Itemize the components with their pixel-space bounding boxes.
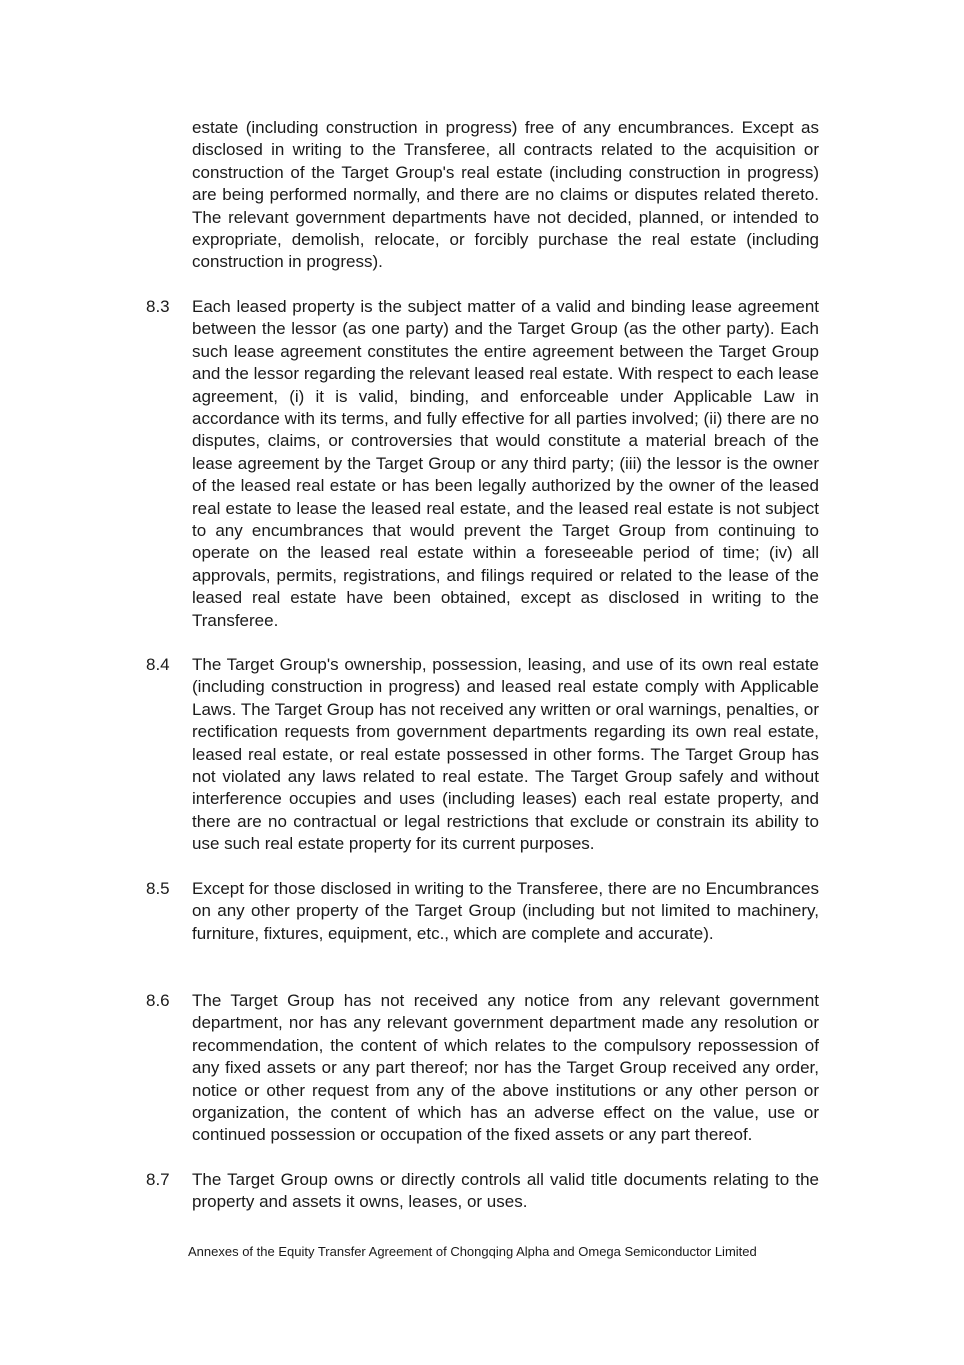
clause-text: The Target Group's ownership, possession, leasing, and use of its own real estate (including construction in progress) and leased real estate comply with Applicable Laws. The Target Group has not received any written or oral warnings, penalties, or rectification requests from government departments regarding its own real estate, leased real estate, or real estate possessed in other forms. The Target Group has not violated any laws related to real estate. The Target Group safely and without interference occupies and uses (including leases) each real estate property, and there are no contractual or legal restrictions that exclude or constrain its ability to use such real estate property for its current purposes.: [192, 655, 819, 854]
clause-8-3: [146, 296, 819, 632]
clause-text: Except for those disclosed in writing to the Transferee, there are no Encumbrances on any other property of the Target Group (including but not limited to machinery, furniture, fixtures, equipment, etc., which are complete and accurate).: [192, 879, 819, 943]
continuation-paragraph: estate (including construction in progress) free of any encumbrances. Except as disclosed in writing to the Transferee, all contracts related to the acquisition or construction of the Target Group's real estate (including construction in progress) are being performed normally, and there are no claims or disputes related thereto. The relevant government departments have not decided, planned, or intended to expropriate, demolish, relocate, or forcibly purchase the real estate (including construction in progress).: [192, 118, 819, 272]
clause-text: Each leased property is the subject matter of a valid and binding lease agreement between the lessor (as one party) and the Target Group (as the other party). Each such lease agreement constitutes the entire agreement between the Target Group and the lessor regarding the relevant leased real estate. With respect to each lease agreement, (i) it is valid, binding, and enforceable under Applicable Law in accordance with its terms, and fully effective for all parties involved; (ii) there are no disputes, claims, or controversies that would constitute a material breach of the lease agreement by the Target Group or any third party; (iii) the lessor is the owner of the leased real estate or has been legally authorized by the owner of the leased real estate to lease the leased real estate, and the leased real estate is not subject to any encumbrances that would prevent the Target Group from continuing to operate on the leased real estate within a foreseeable period of time; (iv) all approvals, permits, registrations, and filings required or related to the lease of the leased real estate have been obtained, except as disclosed in writing to the Transferee.: [192, 297, 819, 630]
clause-8-4: [146, 654, 819, 856]
clause-number: 8.4: [146, 655, 170, 674]
clause-8-7: [146, 1169, 819, 1214]
clause-text: The Target Group owns or directly controls all valid title documents relating to the property and assets it owns, leases, or uses.: [192, 1170, 819, 1212]
clause-8-5: [146, 878, 819, 945]
clause-number: 8.6: [146, 991, 170, 1010]
clause-8-6: [146, 990, 819, 1147]
clause-text: The Target Group has not received any notice from any relevant government department, nor has any relevant government department made any resolution or recommendation, the content of which relates to the compulsory repossession of any fixed assets or any part thereof; nor has the Target Group received any order, notice or other request from any of the above institutions or any other person or organization, the content of which has an adverse effect on the value, use or continued possession or occupation of the fixed assets or any part thereof.: [192, 991, 819, 1145]
page-footer: Annexes of the Equity Transfer Agreement of Chongqing Alpha and Omega Semiconductor Limited: [188, 1244, 757, 1259]
clause-number: 8.5: [146, 879, 170, 898]
clause-number: 8.7: [146, 1170, 170, 1189]
clause-number: 8.3: [146, 297, 170, 316]
